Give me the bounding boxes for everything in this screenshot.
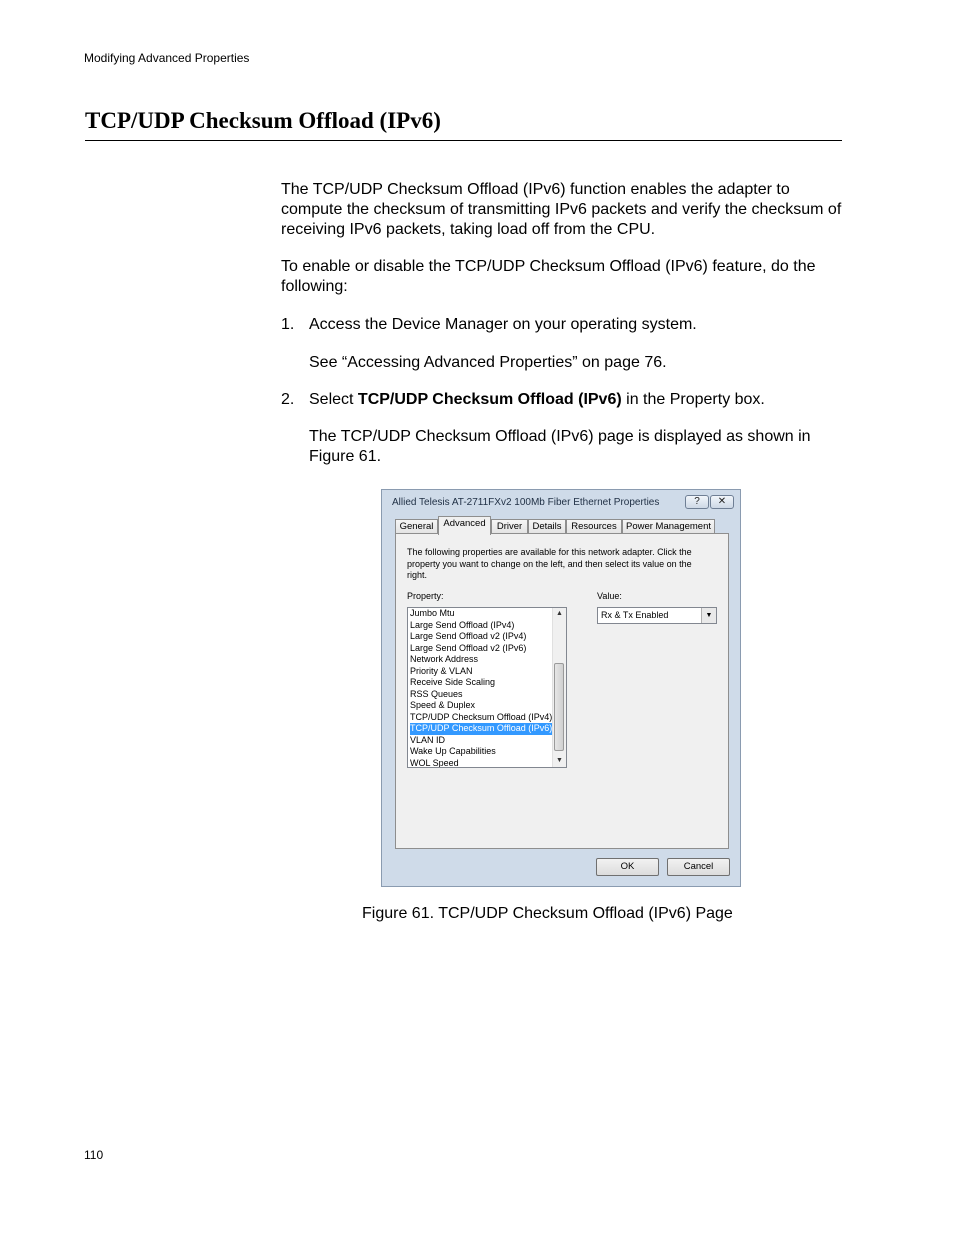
section-title: TCP/UDP Checksum Offload (IPv6) [85,108,441,133]
tab-details[interactable]: Details [528,519,566,534]
list-item-selected[interactable]: TCP/UDP Checksum Offload (IPv6) [410,723,553,733]
list-item[interactable]: TCP/UDP Checksum Offload (IPv4) [410,711,553,722]
list-item[interactable]: RSS Queues [410,688,463,699]
figure-caption: Figure 61. TCP/UDP Checksum Offload (IPv6) Page [362,905,733,922]
list-item[interactable]: Jumbo Mtu [410,608,455,618]
intro-paragraph: The TCP/UDP Checksum Offload (IPv6) function enables the adapter to compute the checksum of transmitting IPv6 packets and verify the checksum of receiving IPv6 packets, taking load off from the CPU. [281,181,842,238]
list-item[interactable]: Large Send Offload (IPv4) [410,619,515,630]
step-1-reference: See “Accessing Advanced Properties” on page 76. [309,354,667,371]
step-2-note: The TCP/UDP Checksum Offload (IPv6) page is displayed as shown in Figure 61. [309,428,811,465]
tab-power-management[interactable]: Power Management [622,519,715,534]
dialog-intro-text: The following properties are available for this network adapter. Click the property you want to change on the left, and then select its value on the right. [407,547,692,580]
list-item[interactable]: VLAN ID [410,734,446,745]
list-item[interactable]: WOL Speed [410,757,459,768]
help-button[interactable]: ? [685,495,709,509]
value-dropdown[interactable] [597,607,717,624]
cancel-button[interactable]: Cancel [667,858,730,876]
value-label: Value: [597,591,622,601]
tab-advanced[interactable]: Advanced [438,516,491,535]
property-label: Property: [407,591,444,601]
page-number: 110 [84,1148,104,1162]
tab-driver[interactable]: Driver [491,519,528,534]
step-2-suffix: in the Property box. [621,391,765,408]
list-item[interactable]: Receive Side Scaling [410,677,496,687]
list-item[interactable]: Large Send Offload v2 (IPv6) [410,642,527,653]
title-rule [85,140,842,141]
tab-resources[interactable]: Resources [566,519,622,534]
ok-button[interactable]: OK [596,858,659,876]
step-1-text: Access the Device Manager on your operating system. [309,316,697,333]
step-1-number: 1. [281,316,295,333]
list-item[interactable]: Network Address [410,654,479,664]
value-selected: Rx & Tx Enabled [601,610,669,620]
chevron-down-icon[interactable]: ▼ [701,608,716,623]
scroll-down-icon[interactable]: ▼ [556,757,563,764]
advanced-tab-panel [395,533,729,849]
running-header: Modifying Advanced Properties [84,51,250,65]
property-listbox[interactable] [407,607,567,768]
scroll-up-icon[interactable]: ▲ [556,610,563,617]
list-item[interactable]: Wake Up Capabilities [410,746,496,756]
tab-general[interactable]: General [395,519,438,534]
instruction-paragraph: To enable or disable the TCP/UDP Checksum Offload (IPv6) feature, do the following: [281,258,816,295]
property-scrollbar[interactable] [552,608,566,767]
dialog-title: Allied Telesis AT-2711FXv2 100Mb Fiber Ethernet Properties [392,497,660,508]
step-2-text [309,390,765,410]
list-item[interactable]: Large Send Offload v2 (IPv4) [410,631,527,641]
scroll-thumb[interactable] [554,663,564,751]
list-item[interactable]: Priority & VLAN [410,665,473,676]
list-item[interactable]: Speed & Duplex [410,700,476,710]
properties-dialog [381,489,741,887]
step-2-prefix: Select [309,391,358,408]
step-2-number: 2. [281,391,295,408]
step-2-bold: TCP/UDP Checksum Offload (IPv6) [357,391,622,408]
close-icon[interactable]: ✕ [710,495,734,509]
